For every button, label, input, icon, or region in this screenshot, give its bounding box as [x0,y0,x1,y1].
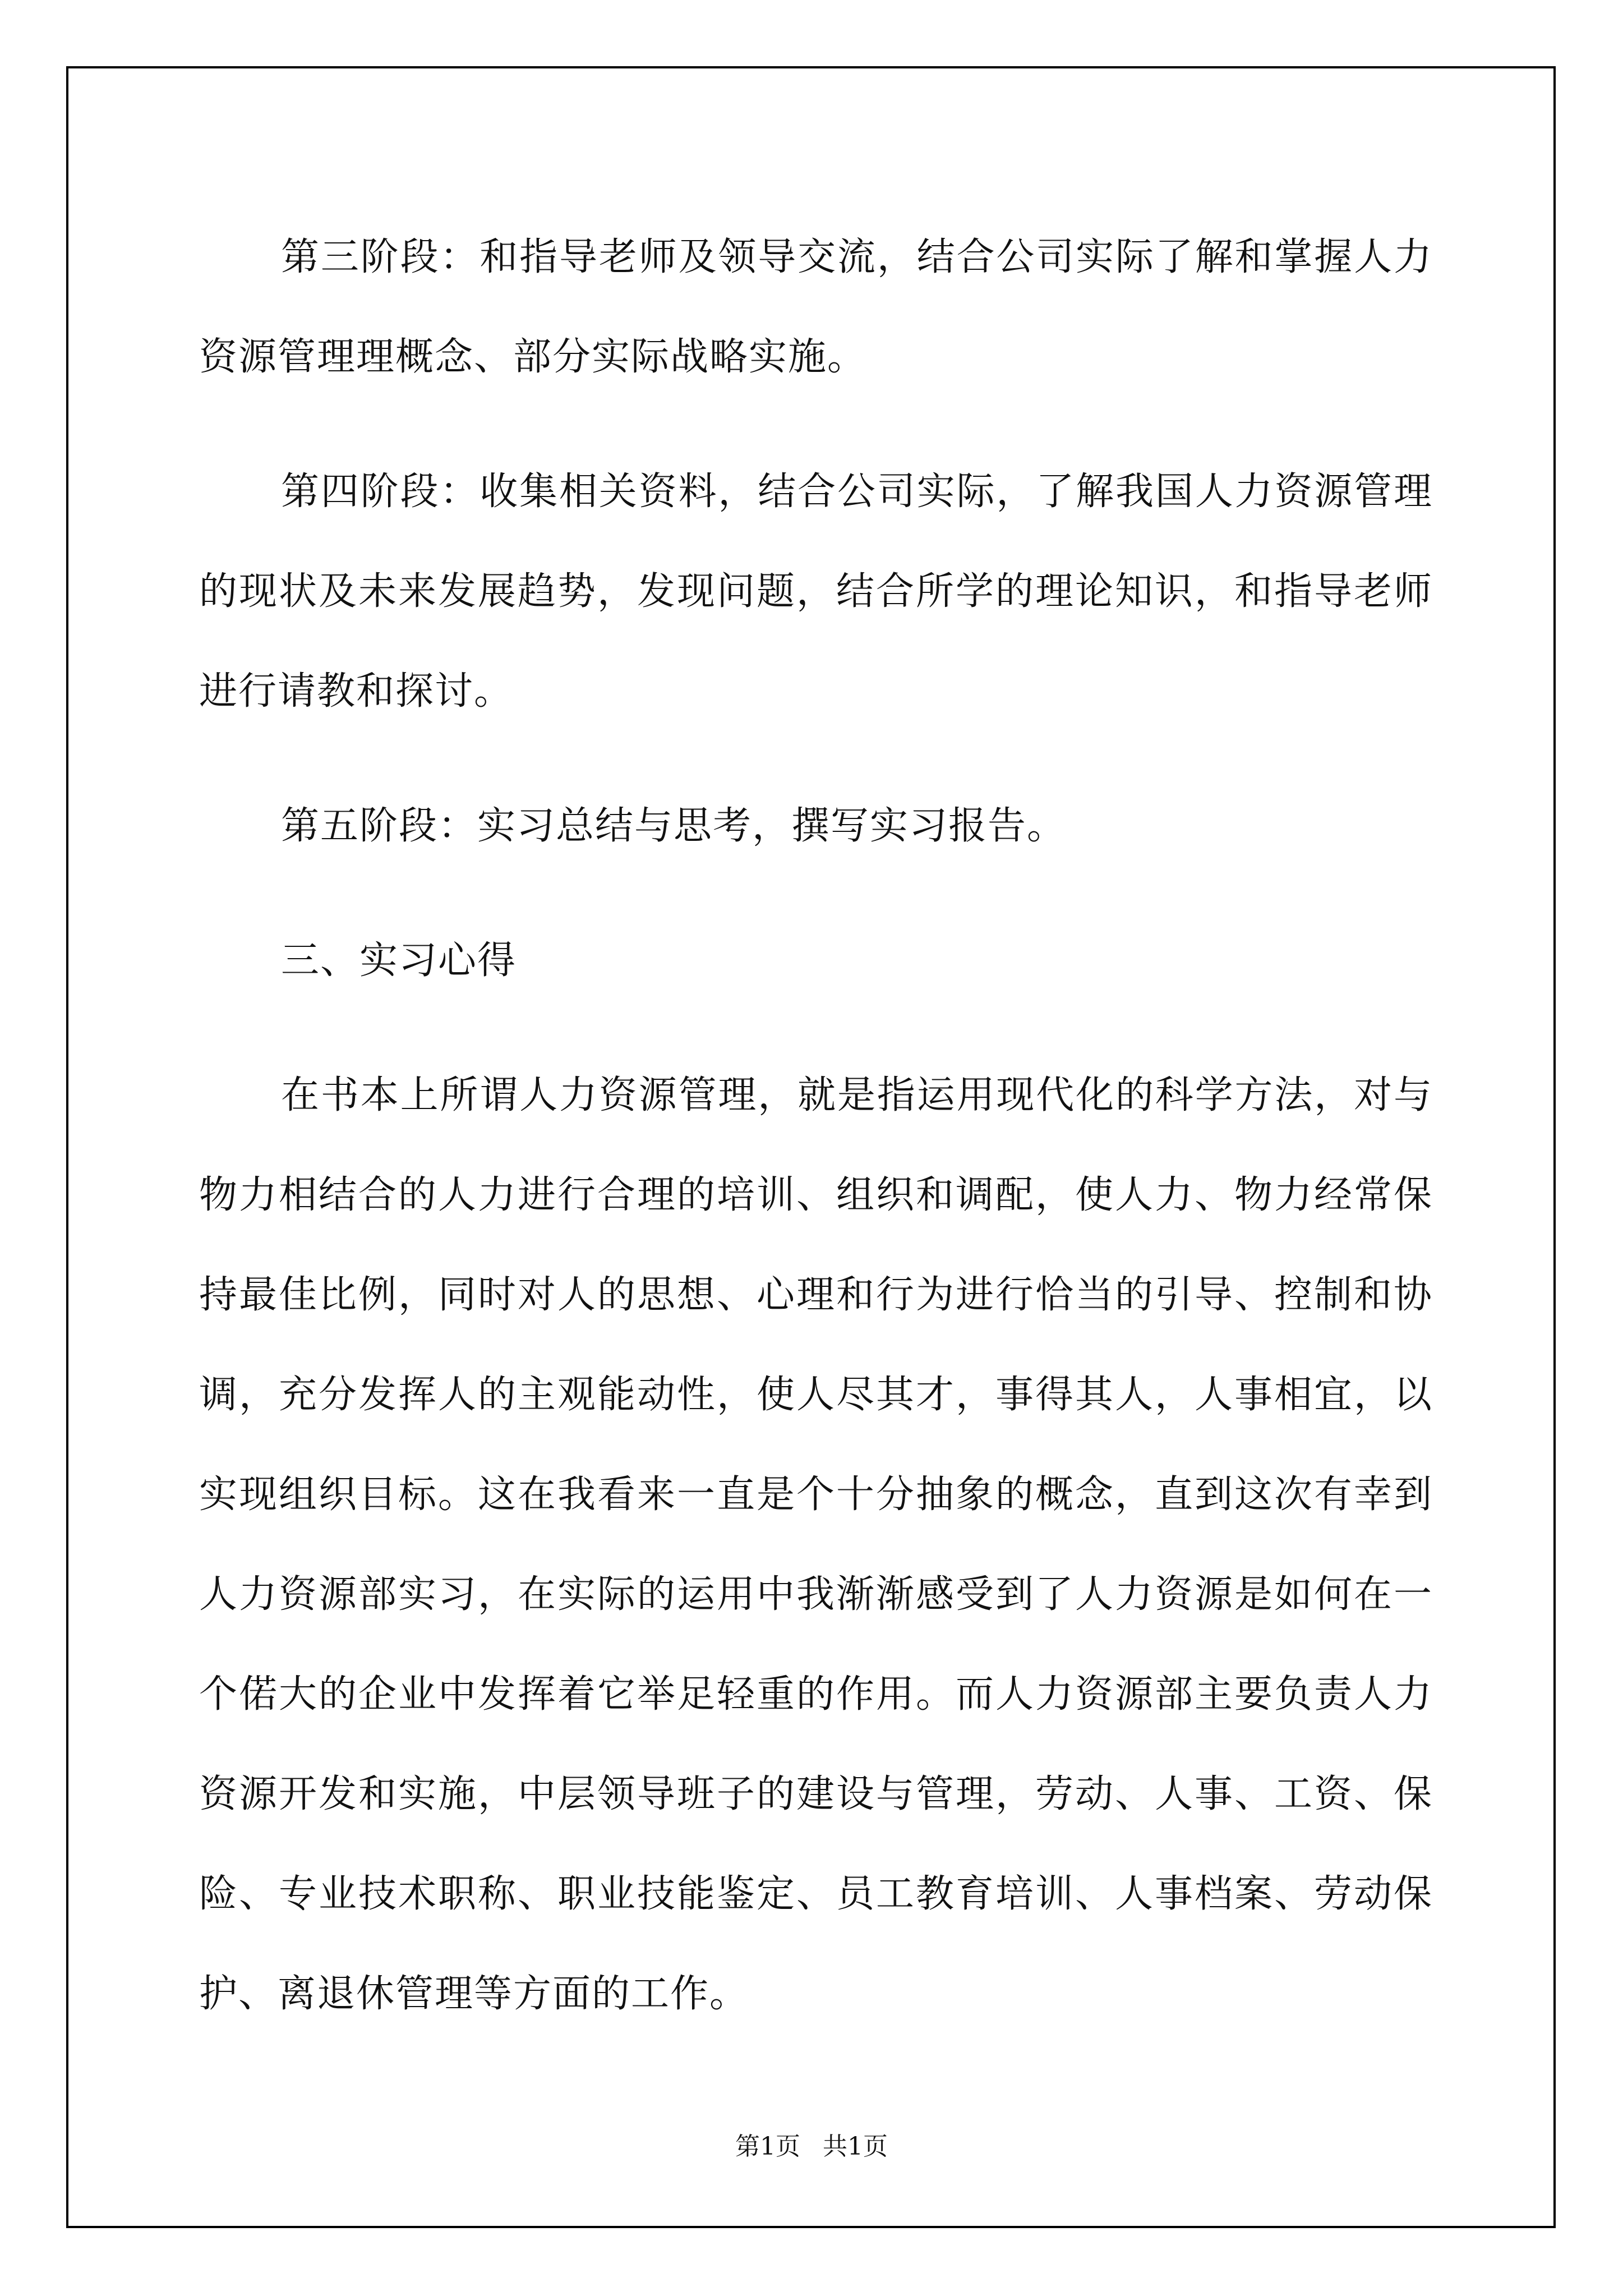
paragraph-stage-three: 第三阶段：和指导老师及领导交流，结合公司实际了解和掌握人力资源管理理概念、部分实际战略实施。 [199,235,1433,379]
page-number: 第1页 [735,2132,800,2161]
document-body [199,208,1433,2079]
paragraph-internship-experience: 在书本上所谓人力资源管理，就是指运用现代化的科学方法，对与物力相结合的人力进行合理的培训、组织和调配，使人力、物力经常保持最佳比例，同时对人的思想、心理和行为进行恰当的引导、控制和协调，充分发挥人的主观能动性，使人尽其才，事得其人，人事相宜，以实现组织目标。这在我看来一直是个十分抽象的概念，直到这次有幸到人力资源部实习，在实际的运用中我渐渐感受到了人力资源是如何在一个偌大的企业中发挥着它举足轻重的作用。而人力资源部主要负责人力资源开发和实施，中层领导班子的建设与管理，劳动、人事、工资、保险、专业技术职称、职业技能鉴定、员工教育培训、人事档案、劳动保护、离退休管理等方面的工作。 [199,1073,1433,2016]
paragraph-stage-five: 第五阶段：实习总结与思考，撰写实习报告。 [281,804,1067,848]
paragraph-stage-four: 第四阶段：收集相关资料，结合公司实际，了解我国人力资源管理的现状及未来发展趋势，发现问题，结合所学的理论知识，和指导老师进行请教和探讨。 [199,470,1433,714]
page-footer [0,2126,1623,2162]
section-heading: 三、实习心得 [281,938,517,983]
page-count: 共1页 [823,2132,888,2161]
